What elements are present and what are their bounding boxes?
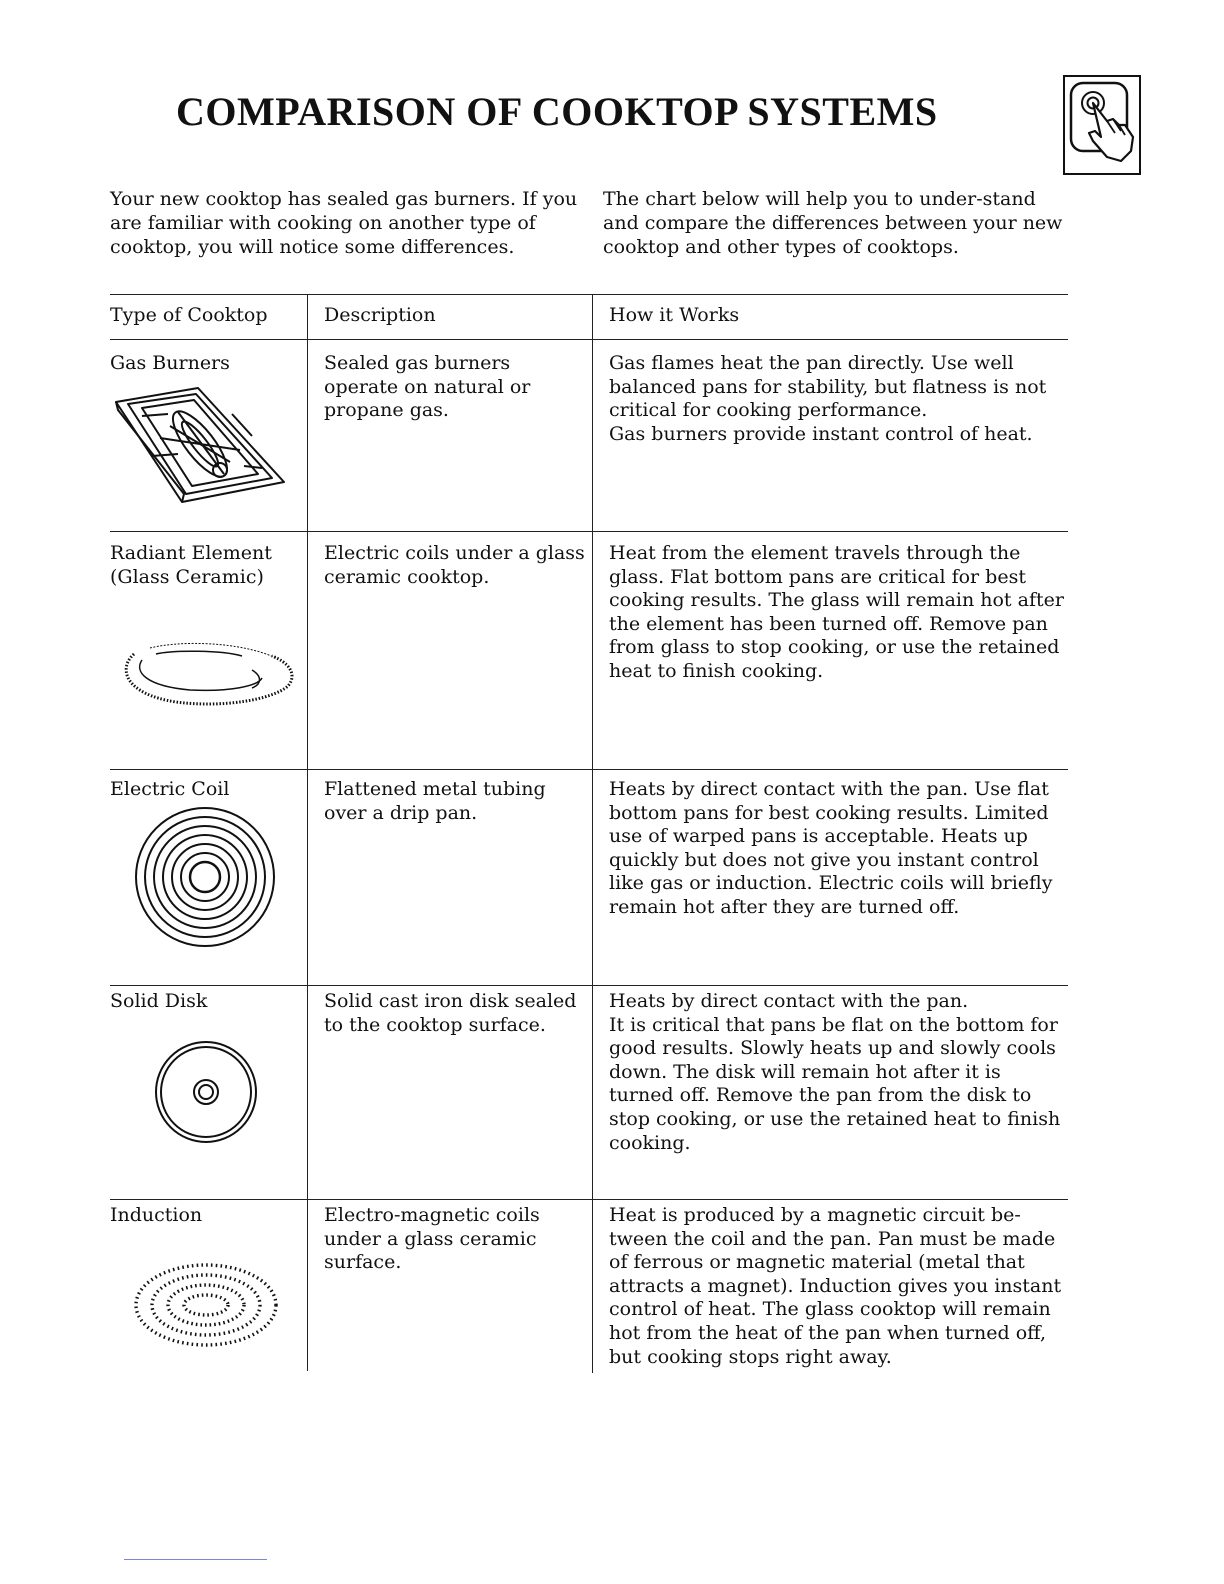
row-description: Electric coils under a glass ceramic cooktop. xyxy=(324,542,585,588)
row-how-it-works: Gas flames heat the pan directly. Use well balanced pans for stability, but flatness is not critical for cooking performance. Gas burners provide instant control of heat. xyxy=(609,352,1047,445)
electric-coil-icon xyxy=(134,806,276,948)
row-type: Radiant Element (Glass Ceramic) xyxy=(110,542,272,588)
row-how-it-works: Heats by direct contact with the pan. It is critical that pans be flat on the bottom for good results. Slowly heats up and slowly cools down. The disk will remain hot after it is turned off. Remove the pan from the disk to stop cooking, or use the retained heat to finish cooking. xyxy=(609,990,1061,1154)
induction-coil-icon xyxy=(130,1260,282,1350)
row-type: Induction xyxy=(110,1204,203,1226)
header-type: Type of Cooktop xyxy=(110,304,268,326)
row-divider xyxy=(110,1199,1068,1200)
radiant-element-icon xyxy=(112,640,294,710)
row-description: Sealed gas burners operate on natural or propane gas. xyxy=(324,352,531,422)
row-how-it-works: Heats by direct contact with the pan. Use flat bottom pans for best cooking results. Limited use of warped pans is acceptable. Heats up quickly but does not give you instant control like gas or induction. Electric coils will briefly remain hot after they are turned off. xyxy=(609,778,1053,918)
row-divider xyxy=(110,769,1068,770)
table-top-rule xyxy=(110,294,1068,295)
solid-disk-icon xyxy=(154,1040,258,1144)
row-how-it-works: Heat is produced by a magnetic circuit be-tween the coil and the pan. Pan must be made of ferrous or magnetic material (metal that attracts a magnet). Induction gives you instant control of heat. The glass cooktop will remain hot from the heat of the pan when turned off, but cooking stops right away. xyxy=(609,1204,1062,1368)
row-type: Electric Coil xyxy=(110,778,230,800)
hand-pressing-button-icon xyxy=(1063,75,1141,175)
row-divider xyxy=(110,985,1068,986)
row-type: Gas Burners xyxy=(110,352,230,374)
row-description: Electro-magnetic coils under a glass ceramic surface. xyxy=(324,1204,540,1274)
header-description: Description xyxy=(324,304,436,326)
intro-right-paragraph: The chart below will help you to under-stand and compare the differences between your new cooktop and other types of cooktops. xyxy=(603,188,1063,258)
row-type: Solid Disk xyxy=(110,990,208,1012)
intro-left-paragraph: Your new cooktop has sealed gas burners. If you are familiar with cooking on another type of cooktop, you will notice some differences. xyxy=(110,188,578,258)
row-how-it-works: Heat from the element travels through the glass. Flat bottom pans are critical for best cooking results. The glass will remain hot after the element has been turned off. Remove pan from glass to stop cooking, or use the retained heat to finish cooking. xyxy=(609,542,1064,682)
header-bottom-rule xyxy=(110,339,1068,340)
row-divider xyxy=(110,531,1068,532)
row-description: Flattened metal tubing over a drip pan. xyxy=(324,778,546,824)
row-description: Solid cast iron disk sealed to the cooktop surface. xyxy=(324,990,577,1036)
page-title: COMPARISON OF COOKTOP SYSTEMS xyxy=(176,89,938,134)
column-divider xyxy=(307,294,308,1371)
gas-burner-grate-icon xyxy=(112,386,288,504)
footer-rule xyxy=(124,1559,267,1560)
column-divider xyxy=(592,294,593,1373)
header-how-it-works: How it Works xyxy=(609,304,740,326)
